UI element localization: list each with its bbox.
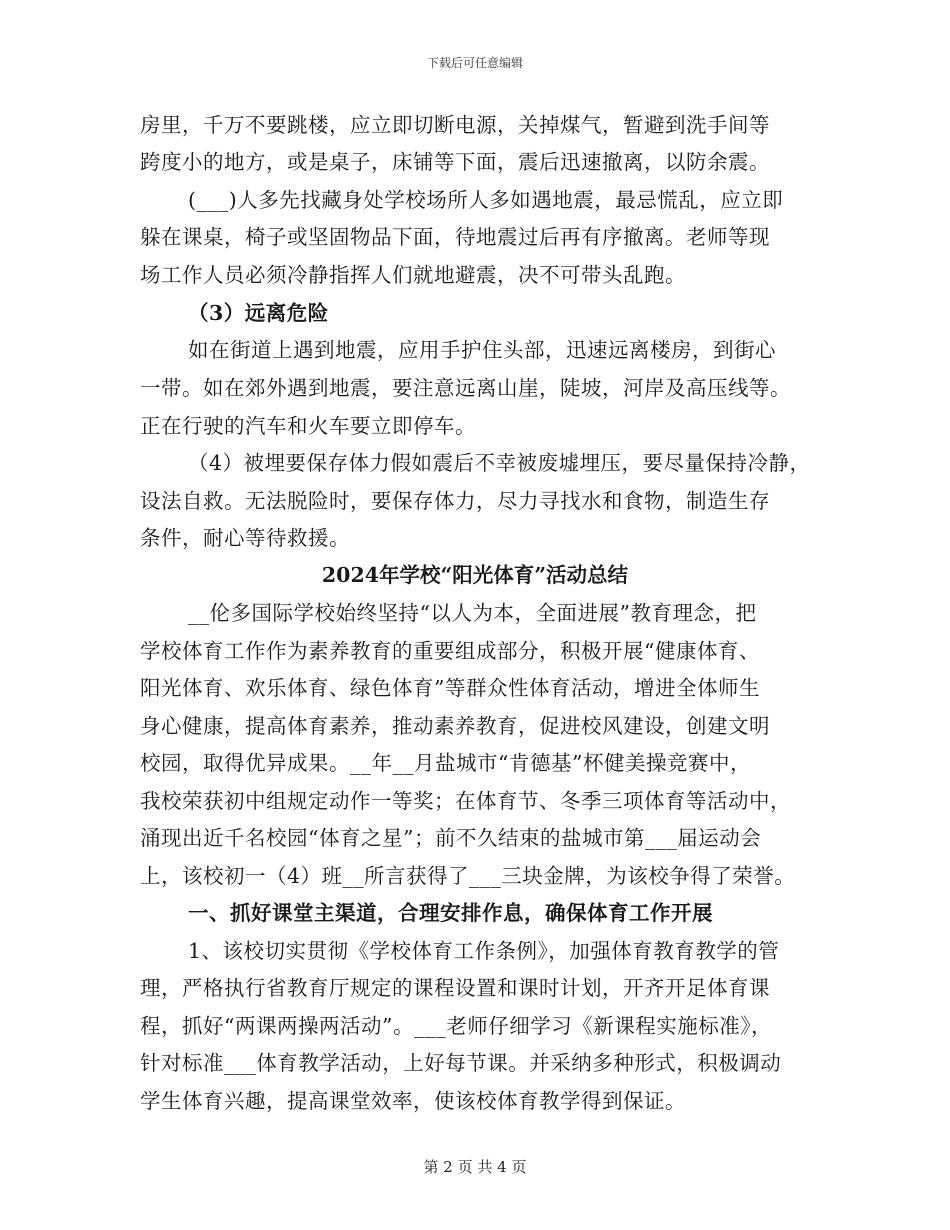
body-line: 涌现出近千名校园“体育之星”；前不久结束的盐城市第___届运动会 [140,826,762,850]
body-line: 学校体育工作作为素养教育的重要组成部分，积极开展“健康体育、 [140,639,760,663]
body-line: 如在街道上遇到地震，应用手护住头部，迅速远离楼房，到街心 [188,338,776,362]
body-line: 1、该校切实贯彻《学校体育工作条例》，加强体育教育教学的管 [188,939,780,963]
body-line: 理，严格执行省教育厅规定的课程设置和课时计划，开齐开足体育课 [140,976,770,1000]
body-line: (___)人多先找藏身处学校场所人多如遇地震，最忌慌乱，应立即 [188,188,784,212]
document-title: 2024年学校“阳光体育”活动总结 [321,563,629,587]
body-line: 程，抓好“两课两操两活动”。___老师仔细学习《新课程实施标准》， [140,1014,772,1038]
body-line: 针对标准___体育教学活动，上好每节课。并采纳多种形式，积极调动 [140,1051,782,1075]
section-heading: 一、抓好课堂主渠道，合理安排作息，确保体育工作开展 [188,901,713,925]
body-line: 条件，耐心等待救援。 [140,526,350,550]
body-line: 一带。如在郊外遇到地震，要注意远离山崖，陡坡，河岸及高压线等。 [140,376,791,400]
body-line: 设法自救。无法脱险时，要保存体力，尽力寻找水和食物，制造生存 [140,489,770,513]
body-line: 身心健康，提高体育素养，推动素养教育，促进校风建设，创建文明 [140,714,770,738]
body-line: 阳光体育、欢乐体育、绿色体育”等群众性体育活动，增进全体师生 [140,676,760,700]
body-line: 躲在课桌，椅子或坚固物品下面，待地震过后再有序撤离。老师等现 [140,225,770,249]
body-line: __伦多国际学校始终坚持“以人为本，全面进展”教育理念，把 [188,601,757,625]
body-line: 学生体育兴趣，提高课堂效率，使该校体育教学得到保证。 [140,1089,686,1113]
body-line: 上，该校初一（4）班__所言获得了___三块金牌，为该校争得了荣誉。 [140,864,796,888]
body-line: 校园，取得优异成果。__年__月盐城市“肯德基”杯健美操竞赛中， [140,751,751,775]
body-line: 房里，千万不要跳楼，应立即切断电源，关掉煤气，暂避到洗手间等 [140,113,770,137]
body-line: 我校荣获初中组规定动作一等奖；在体育节、冬季三项体育等活动中， [140,789,791,813]
body-line: 场工作人员必须冷静指挥人们就地避震，决不可带头乱跑。 [140,263,686,287]
body-line: （4）被埋要保存体力假如震后不幸被废墟埋压，要尽量保持冷静， [188,451,811,475]
body-line: 正在行驶的汽车和火车要立即停车。 [140,414,476,438]
page-header-note: 下载后可任意编辑 [426,56,523,70]
section-heading: （3）远离危险 [188,301,329,325]
page-number: 第 2 页 共 4 页 [423,1158,527,1176]
body-line: 跨度小的地方，或是桌子，床铺等下面，震后迅速撤离，以防余震。 [140,150,770,174]
